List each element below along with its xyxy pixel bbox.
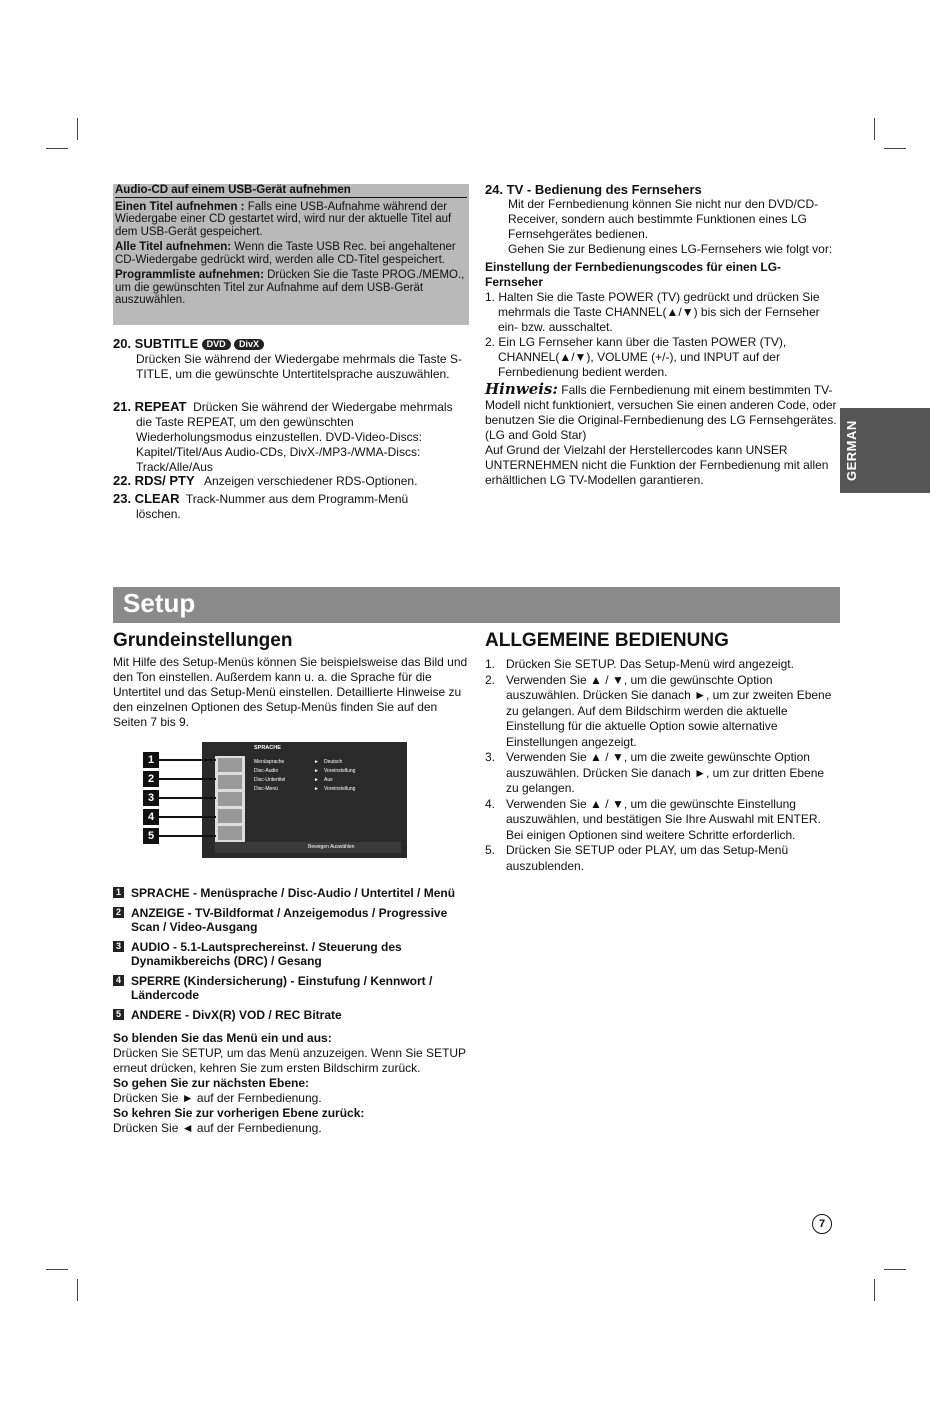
callout-line	[158, 835, 216, 837]
grund-text: Mit Hilfe des Setup-Menüs können Sie beispielsweise das Bild und den Ton einstellen. Außerdem kann u. a. die Sprache für die Untertitel und das Setup-Menü einstellen. Detaillierte Hinweise zu den einzelnen Optionen des Setup-Menüs finden Sie auf den Seiten 7 bis 9.	[113, 655, 468, 729]
legend-text: AUDIO - 5.1-Lautsprechereinst. / Steuerung des Dynamikbereichs (DRC) / Gesang	[131, 940, 402, 968]
menu-help	[113, 1031, 469, 1136]
legend-text: ANZEIGE - TV-Bildformat / Anzeigemodus / Progressive Scan / Video-Ausgang	[131, 906, 448, 934]
step-number: 2.	[485, 672, 496, 687]
help-text: Drücken Sie ◄ auf der Fernbedienung.	[113, 1121, 322, 1135]
crop-mark	[46, 1269, 68, 1270]
tv-hinweis	[485, 382, 837, 443]
callout-5: 5	[143, 828, 159, 844]
item-text: Anzeigen verschiedener RDS-Optionen.	[203, 474, 418, 488]
usb-box-text: Wenn die Taste USB Rec. bei angehaltener CD-Wiedergabe gedrückt wird, werden alle CD-Titel gespeichert.	[115, 241, 456, 266]
step-item	[485, 843, 837, 874]
row-arrow: ►	[314, 759, 319, 765]
legend-item	[113, 974, 473, 1002]
screen-row	[254, 767, 404, 776]
crop-mark	[77, 118, 78, 140]
callout-line	[158, 816, 216, 818]
setup-legend	[113, 886, 473, 1028]
legend-number: 3	[113, 941, 124, 952]
usb-box-text: Drücken Sie die Taste PROG./MEMO., um die gewünschten Titel zur Aufnahme auf dem USB-Gerät auszuwählen.	[115, 269, 465, 306]
crop-mark	[46, 148, 68, 149]
item-text: löschen.	[136, 507, 181, 521]
row-value: Voreinstellung	[324, 786, 356, 792]
dvd-badge: DVD	[202, 339, 231, 350]
row-value: Deutsch	[324, 759, 343, 765]
item-key: 21. REPEAT	[113, 399, 187, 414]
setup-title: Setup	[123, 588, 196, 618]
row-label: Disc-Untertitel	[254, 777, 286, 783]
hinweis-text: Auf Grund der Vielzahl der Herstellercodes kann UNSER UNTERNEHMEN nicht die Funktion der Fernbedienung mit allen erhältlichen LG TV-Modellen garantieren.	[485, 443, 829, 487]
usb-box-bold: Programmliste aufnehmen:	[115, 269, 264, 281]
step-item	[485, 750, 837, 797]
step-number: 5.	[485, 843, 496, 857]
help-heading: So gehen Sie zur nächsten Ebene:	[113, 1076, 310, 1090]
side-tab-label: GERMAN	[844, 420, 859, 481]
item-key: 23. CLEAR	[113, 491, 180, 506]
menu-icon-1	[218, 758, 242, 772]
tv-section	[485, 182, 837, 488]
legend-item	[113, 1008, 473, 1022]
legend-text: SPRACHE - Menüsprache / Disc-Audio / Untertitel / Menü	[131, 886, 456, 900]
item-text: Track-Nummer aus dem Programm-Menü	[185, 492, 409, 506]
screen-row	[254, 776, 404, 785]
row-label: Disc-Menü	[254, 786, 278, 792]
callout-line	[158, 778, 216, 780]
step-item	[485, 797, 837, 844]
step-text: Verwenden Sie ▲ / ▼, um die gewünschte Option auszuwählen. Drücken Sie danach ►, um zur zweiten Ebene zu gelangen. Auf dem Bildschirm werden die aktuelle Einstellung für die aktuelle Option sowie alternative Einstellungen angezeigt.	[506, 672, 832, 749]
item-text: die Taste REPEAT, um den gewünschten Wiederholungsmodus einzustellen. DVD-Video-Discs: Kapitel/Titel/Aus Audio-CDs, DivX-/MP3-/WMA-Discs: Track/Alle/Aus	[136, 415, 422, 474]
legend-number: 2	[113, 907, 124, 918]
legend-item	[113, 906, 473, 934]
tv-heading: 24. TV - Bedienung des Fernsehers	[485, 182, 702, 197]
tv-intro: Mit der Fernbedienung können Sie nicht nur den DVD/CD-Receiver, sondern auch bestimmte Funktionen eines LG Fernsehgerätes bedienen.	[508, 197, 819, 241]
divx-badge: DivX	[234, 339, 264, 350]
callout-2: 2	[143, 771, 159, 787]
screen-footer: Bewegen Auswählen	[308, 844, 355, 850]
usb-box-bold: Alle Titel aufnehmen:	[115, 241, 232, 253]
row-arrow: ►	[314, 786, 319, 792]
hinweis-text: Falls die Fernbedienung mit einem bestimmten TV-Modell nicht funktioniert, versuchen Sie einen anderen Code, oder benutzen Sie die Original-Fernbedienung des LG Fernsehgerätes. (LG and Gold Star)	[485, 383, 837, 442]
step-text: Verwenden Sie ▲ / ▼, um die gewünschte Einstellung auszuwählen, und bestätigen Sie Ihre Auswahl mit ENTER. Bei einigen Optionen sind weitere Schritte erforderlich.	[506, 796, 821, 842]
row-arrow: ►	[314, 777, 319, 783]
help-text: Drücken Sie ► auf der Fernbedienung.	[113, 1091, 322, 1105]
item-text: Drücken Sie während der Wiedergabe mehrmals	[193, 400, 453, 414]
item-23	[113, 491, 473, 522]
tv-step: 2. Ein LG Fernseher kann über die Tasten POWER (TV), CHANNEL(▲/▼), VOLUME (+/-), und INPUT auf der Fernbedienung bedient werden.	[485, 335, 787, 379]
callout-line	[158, 759, 216, 761]
step-text: Verwenden Sie ▲ / ▼, um die zweite gewünschte Option auszuwählen. Drücken Sie danach ►, um zur dritten Ebene zu gelangen.	[506, 750, 825, 795]
callout-1: 1	[143, 752, 159, 768]
crop-mark	[874, 1279, 875, 1301]
legend-number: 1	[113, 887, 124, 898]
usb-box-text: Falls eine USB-Aufnahme während der Wiedergabe einer CD gestartet wird, wird nur der aktuelle Titel auf dem USB-Gerät gespeichert.	[115, 200, 452, 238]
item-key: 22. RDS/ PTY	[113, 473, 195, 488]
row-arrow: ►	[314, 768, 319, 774]
screen-row	[254, 785, 404, 794]
usb-box-para	[115, 201, 467, 239]
usb-box-para	[115, 269, 467, 307]
menu-icon-3	[218, 792, 242, 806]
step-number: 4.	[485, 796, 496, 811]
callout-4: 4	[143, 809, 159, 825]
row-value: Voreinstellung	[324, 768, 356, 774]
crop-mark	[884, 148, 906, 149]
crop-mark	[77, 1279, 78, 1301]
crop-mark	[874, 118, 875, 140]
step-text: Drücken Sie SETUP oder PLAY, um das Setup-Menü auszublenden.	[506, 843, 789, 873]
usb-box-heading: Audio-CD auf einem USB-Gerät aufnehmen	[115, 184, 467, 198]
step-text: Drücken Sie SETUP. Das Setup-Menü wird angezeigt.	[506, 657, 794, 671]
row-value: Aus	[324, 777, 333, 783]
grund-heading: Grundeinstellungen	[113, 630, 293, 651]
item-20	[113, 336, 473, 382]
tv-subheading: Einstellung der Fernbedienungscodes für einen LG-Fernseher	[485, 260, 782, 289]
help-heading: So kehren Sie zur vorherigen Ebene zurück:	[113, 1106, 365, 1120]
step-number: 3.	[485, 750, 496, 764]
legend-number: 5	[113, 1009, 124, 1020]
screen-row	[254, 758, 404, 767]
screen-title: SPRACHE	[254, 745, 281, 751]
legend-number: 4	[113, 975, 124, 986]
hinweis-label: Hinweis:	[485, 380, 558, 398]
language-side-tab	[840, 408, 930, 493]
row-label: Menüsprache	[254, 759, 285, 765]
legend-item	[113, 940, 473, 968]
legend-item	[113, 886, 473, 900]
allgemein-steps	[485, 657, 837, 874]
page-number: 7	[812, 1214, 832, 1234]
setup-menu-screenshot	[202, 742, 407, 858]
legend-text: SPERRE (Kindersicherung) - Einstufung / Kennwort / Ländercode	[131, 974, 433, 1002]
usb-box-para	[115, 241, 467, 266]
help-heading: So blenden Sie das Menü ein und aus:	[113, 1031, 332, 1045]
item-22	[113, 473, 473, 489]
help-text: Drücken Sie SETUP, um das Menü anzuzeigen. Wenn Sie SETUP erneut drücken, kehren Sie zum ersten Bildschirm zurück.	[113, 1046, 466, 1075]
step-item	[485, 673, 837, 751]
setup-section-bar	[113, 587, 840, 623]
menu-icon-2	[218, 775, 242, 789]
callout-line	[158, 797, 216, 799]
step-item	[485, 657, 837, 673]
item-21	[113, 399, 473, 475]
crop-mark	[884, 1269, 906, 1270]
step-number: 1.	[485, 657, 496, 671]
item-key: 20. SUBTITLE	[113, 336, 199, 351]
usb-recording-box	[113, 184, 469, 325]
tv-step: 1. Halten Sie die Taste POWER (TV) gedrückt und drücken Sie mehrmals die Taste CHANNEL(▲/▼) bis sich der Fernseher ein- bzw. ausschaltet.	[485, 290, 820, 334]
legend-text: ANDERE - DivX(R) VOD / REC Bitrate	[131, 1008, 342, 1022]
usb-box-bold: Einen Titel aufnehmen :	[115, 200, 245, 213]
row-label: Disc-Audio	[254, 768, 279, 774]
menu-icon-5	[218, 826, 242, 840]
item-text: Drücken Sie während der Wiedergabe mehrmals die Taste S-TITLE, um die gewünschte Untertitelsprache auszuwählen.	[136, 352, 462, 381]
tv-intro: Gehen Sie zur Bedienung eines LG-Fernsehers wie folgt vor:	[508, 242, 833, 256]
callout-3: 3	[143, 790, 159, 806]
allgemein-heading: ALLGEMEINE BEDIENUNG	[485, 630, 729, 651]
screen-rows	[254, 758, 404, 794]
menu-icon-4	[218, 809, 242, 823]
